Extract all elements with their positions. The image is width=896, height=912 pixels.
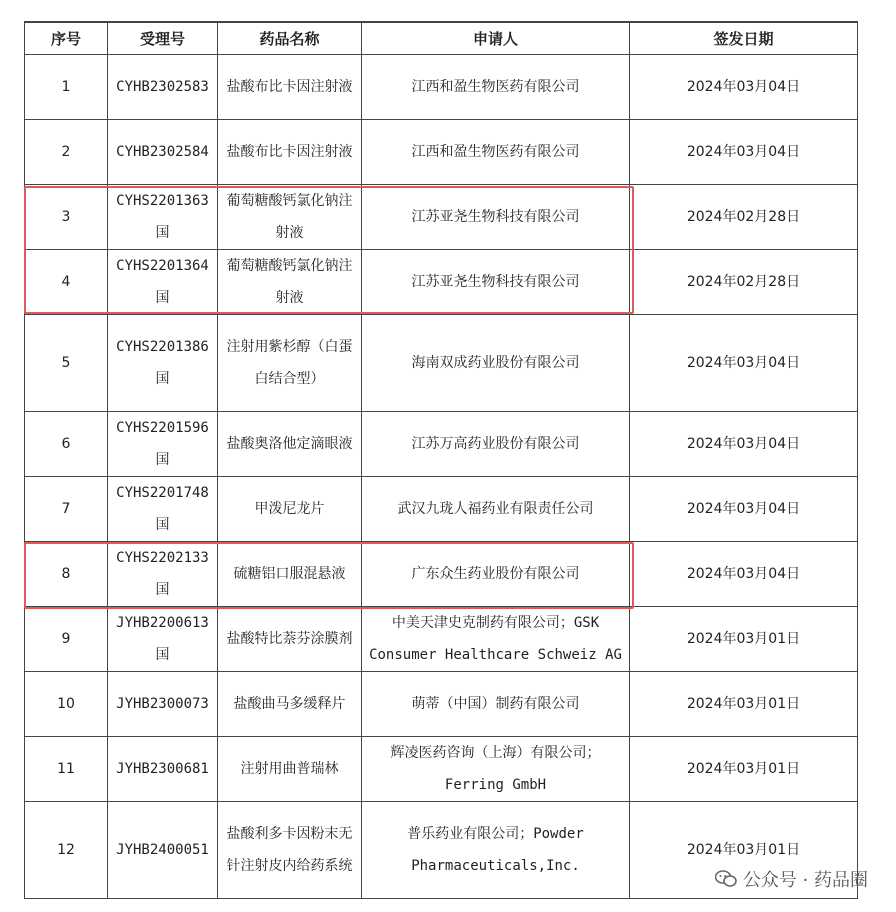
row-no: 4 bbox=[25, 249, 108, 314]
watermark bbox=[715, 866, 868, 892]
table-row bbox=[25, 119, 858, 184]
row-drug-name: 盐酸布比卡因注射液 bbox=[218, 119, 362, 184]
table-row bbox=[25, 606, 858, 671]
row-drug-name: 盐酸奥洛他定滴眼液 bbox=[218, 411, 362, 476]
row-code: CYHS2201596国 bbox=[108, 411, 218, 476]
header-code: 受理号 bbox=[108, 22, 218, 54]
row-applicant: 江西和盈生物医药有限公司 bbox=[362, 119, 630, 184]
row-applicant: 萌蒂（中国）制药有限公司 bbox=[362, 671, 630, 736]
row-no: 6 bbox=[25, 411, 108, 476]
row-date: 2024年03月01日 bbox=[630, 801, 858, 898]
header-no: 序号 bbox=[25, 22, 108, 54]
table-row bbox=[25, 249, 858, 314]
row-applicant: 武汉九珑人福药业有限责任公司 bbox=[362, 476, 630, 541]
row-applicant: 江西和盈生物医药有限公司 bbox=[362, 54, 630, 119]
row-date: 2024年03月04日 bbox=[630, 541, 858, 606]
header-applicant: 申请人 bbox=[362, 22, 630, 54]
header-date: 签发日期 bbox=[630, 22, 858, 54]
table-row bbox=[25, 736, 858, 801]
row-drug-name: 盐酸曲马多缓释片 bbox=[218, 671, 362, 736]
wechat-icon bbox=[715, 870, 737, 888]
row-date: 2024年02月28日 bbox=[630, 184, 858, 249]
row-date: 2024年03月01日 bbox=[630, 736, 858, 801]
row-drug-name: 葡萄糖酸钙氯化钠注射液 bbox=[218, 184, 362, 249]
row-applicant: 江苏亚尧生物科技有限公司 bbox=[362, 249, 630, 314]
row-code: CYHB2302584 bbox=[108, 119, 218, 184]
row-drug-name: 注射用紫杉醇（白蛋白结合型） bbox=[218, 314, 362, 411]
row-applicant: 江苏万高药业股份有限公司 bbox=[362, 411, 630, 476]
row-date: 2024年02月28日 bbox=[630, 249, 858, 314]
row-date: 2024年03月04日 bbox=[630, 54, 858, 119]
row-applicant: 广东众生药业股份有限公司 bbox=[362, 541, 630, 606]
row-drug-name: 葡萄糖酸钙氯化钠注射液 bbox=[218, 249, 362, 314]
approval-table bbox=[24, 21, 858, 899]
row-code: CYHB2302583 bbox=[108, 54, 218, 119]
row-applicant: 辉凌医药咨询（上海）有限公司；Ferring GmbH bbox=[362, 736, 630, 801]
table-row bbox=[25, 411, 858, 476]
row-no: 9 bbox=[25, 606, 108, 671]
table-row bbox=[25, 54, 858, 119]
row-drug-name: 甲泼尼龙片 bbox=[218, 476, 362, 541]
row-date: 2024年03月04日 bbox=[630, 411, 858, 476]
row-code: CYHS2201364国 bbox=[108, 249, 218, 314]
row-date: 2024年03月04日 bbox=[630, 119, 858, 184]
row-drug-name: 硫糖铝口服混悬液 bbox=[218, 541, 362, 606]
row-no: 2 bbox=[25, 119, 108, 184]
row-applicant: 中美天津史克制药有限公司；GSK Consumer Healthcare Schweiz AG bbox=[362, 606, 630, 671]
row-date: 2024年03月01日 bbox=[630, 606, 858, 671]
row-date: 2024年03月01日 bbox=[630, 671, 858, 736]
table-row bbox=[25, 314, 858, 411]
row-drug-name: 盐酸特比萘芬涂膜剂 bbox=[218, 606, 362, 671]
row-applicant: 江苏亚尧生物科技有限公司 bbox=[362, 184, 630, 249]
row-code: CYHS2201748国 bbox=[108, 476, 218, 541]
row-no: 12 bbox=[25, 801, 108, 898]
row-no: 7 bbox=[25, 476, 108, 541]
table-header-row bbox=[25, 22, 858, 54]
table-row bbox=[25, 541, 858, 606]
row-no: 3 bbox=[25, 184, 108, 249]
row-drug-name: 盐酸利多卡因粉末无针注射皮内给药系统 bbox=[218, 801, 362, 898]
table-row bbox=[25, 184, 858, 249]
row-no: 8 bbox=[25, 541, 108, 606]
row-no: 5 bbox=[25, 314, 108, 411]
row-code: CYHS2201386国 bbox=[108, 314, 218, 411]
row-code: JYHB2300073 bbox=[108, 671, 218, 736]
row-no: 1 bbox=[25, 54, 108, 119]
row-drug-name: 盐酸布比卡因注射液 bbox=[218, 54, 362, 119]
row-drug-name: 注射用曲普瑞林 bbox=[218, 736, 362, 801]
table-row bbox=[25, 476, 858, 541]
row-date: 2024年03月04日 bbox=[630, 476, 858, 541]
header-drug-name: 药品名称 bbox=[218, 22, 362, 54]
row-applicant: 普乐药业有限公司；Powder Pharmaceuticals,Inc. bbox=[362, 801, 630, 898]
row-date: 2024年03月04日 bbox=[630, 314, 858, 411]
row-code: JYHB2200613国 bbox=[108, 606, 218, 671]
watermark-text: 公众号 · 药品圈 bbox=[742, 870, 868, 891]
row-code: CYHS2202133国 bbox=[108, 541, 218, 606]
row-applicant: 海南双成药业股份有限公司 bbox=[362, 314, 630, 411]
row-code: JYHB2400051 bbox=[108, 801, 218, 898]
row-code: JYHB2300681 bbox=[108, 736, 218, 801]
row-no: 11 bbox=[25, 736, 108, 801]
row-code: CYHS2201363国 bbox=[108, 184, 218, 249]
row-no: 10 bbox=[25, 671, 108, 736]
table-row bbox=[25, 671, 858, 736]
